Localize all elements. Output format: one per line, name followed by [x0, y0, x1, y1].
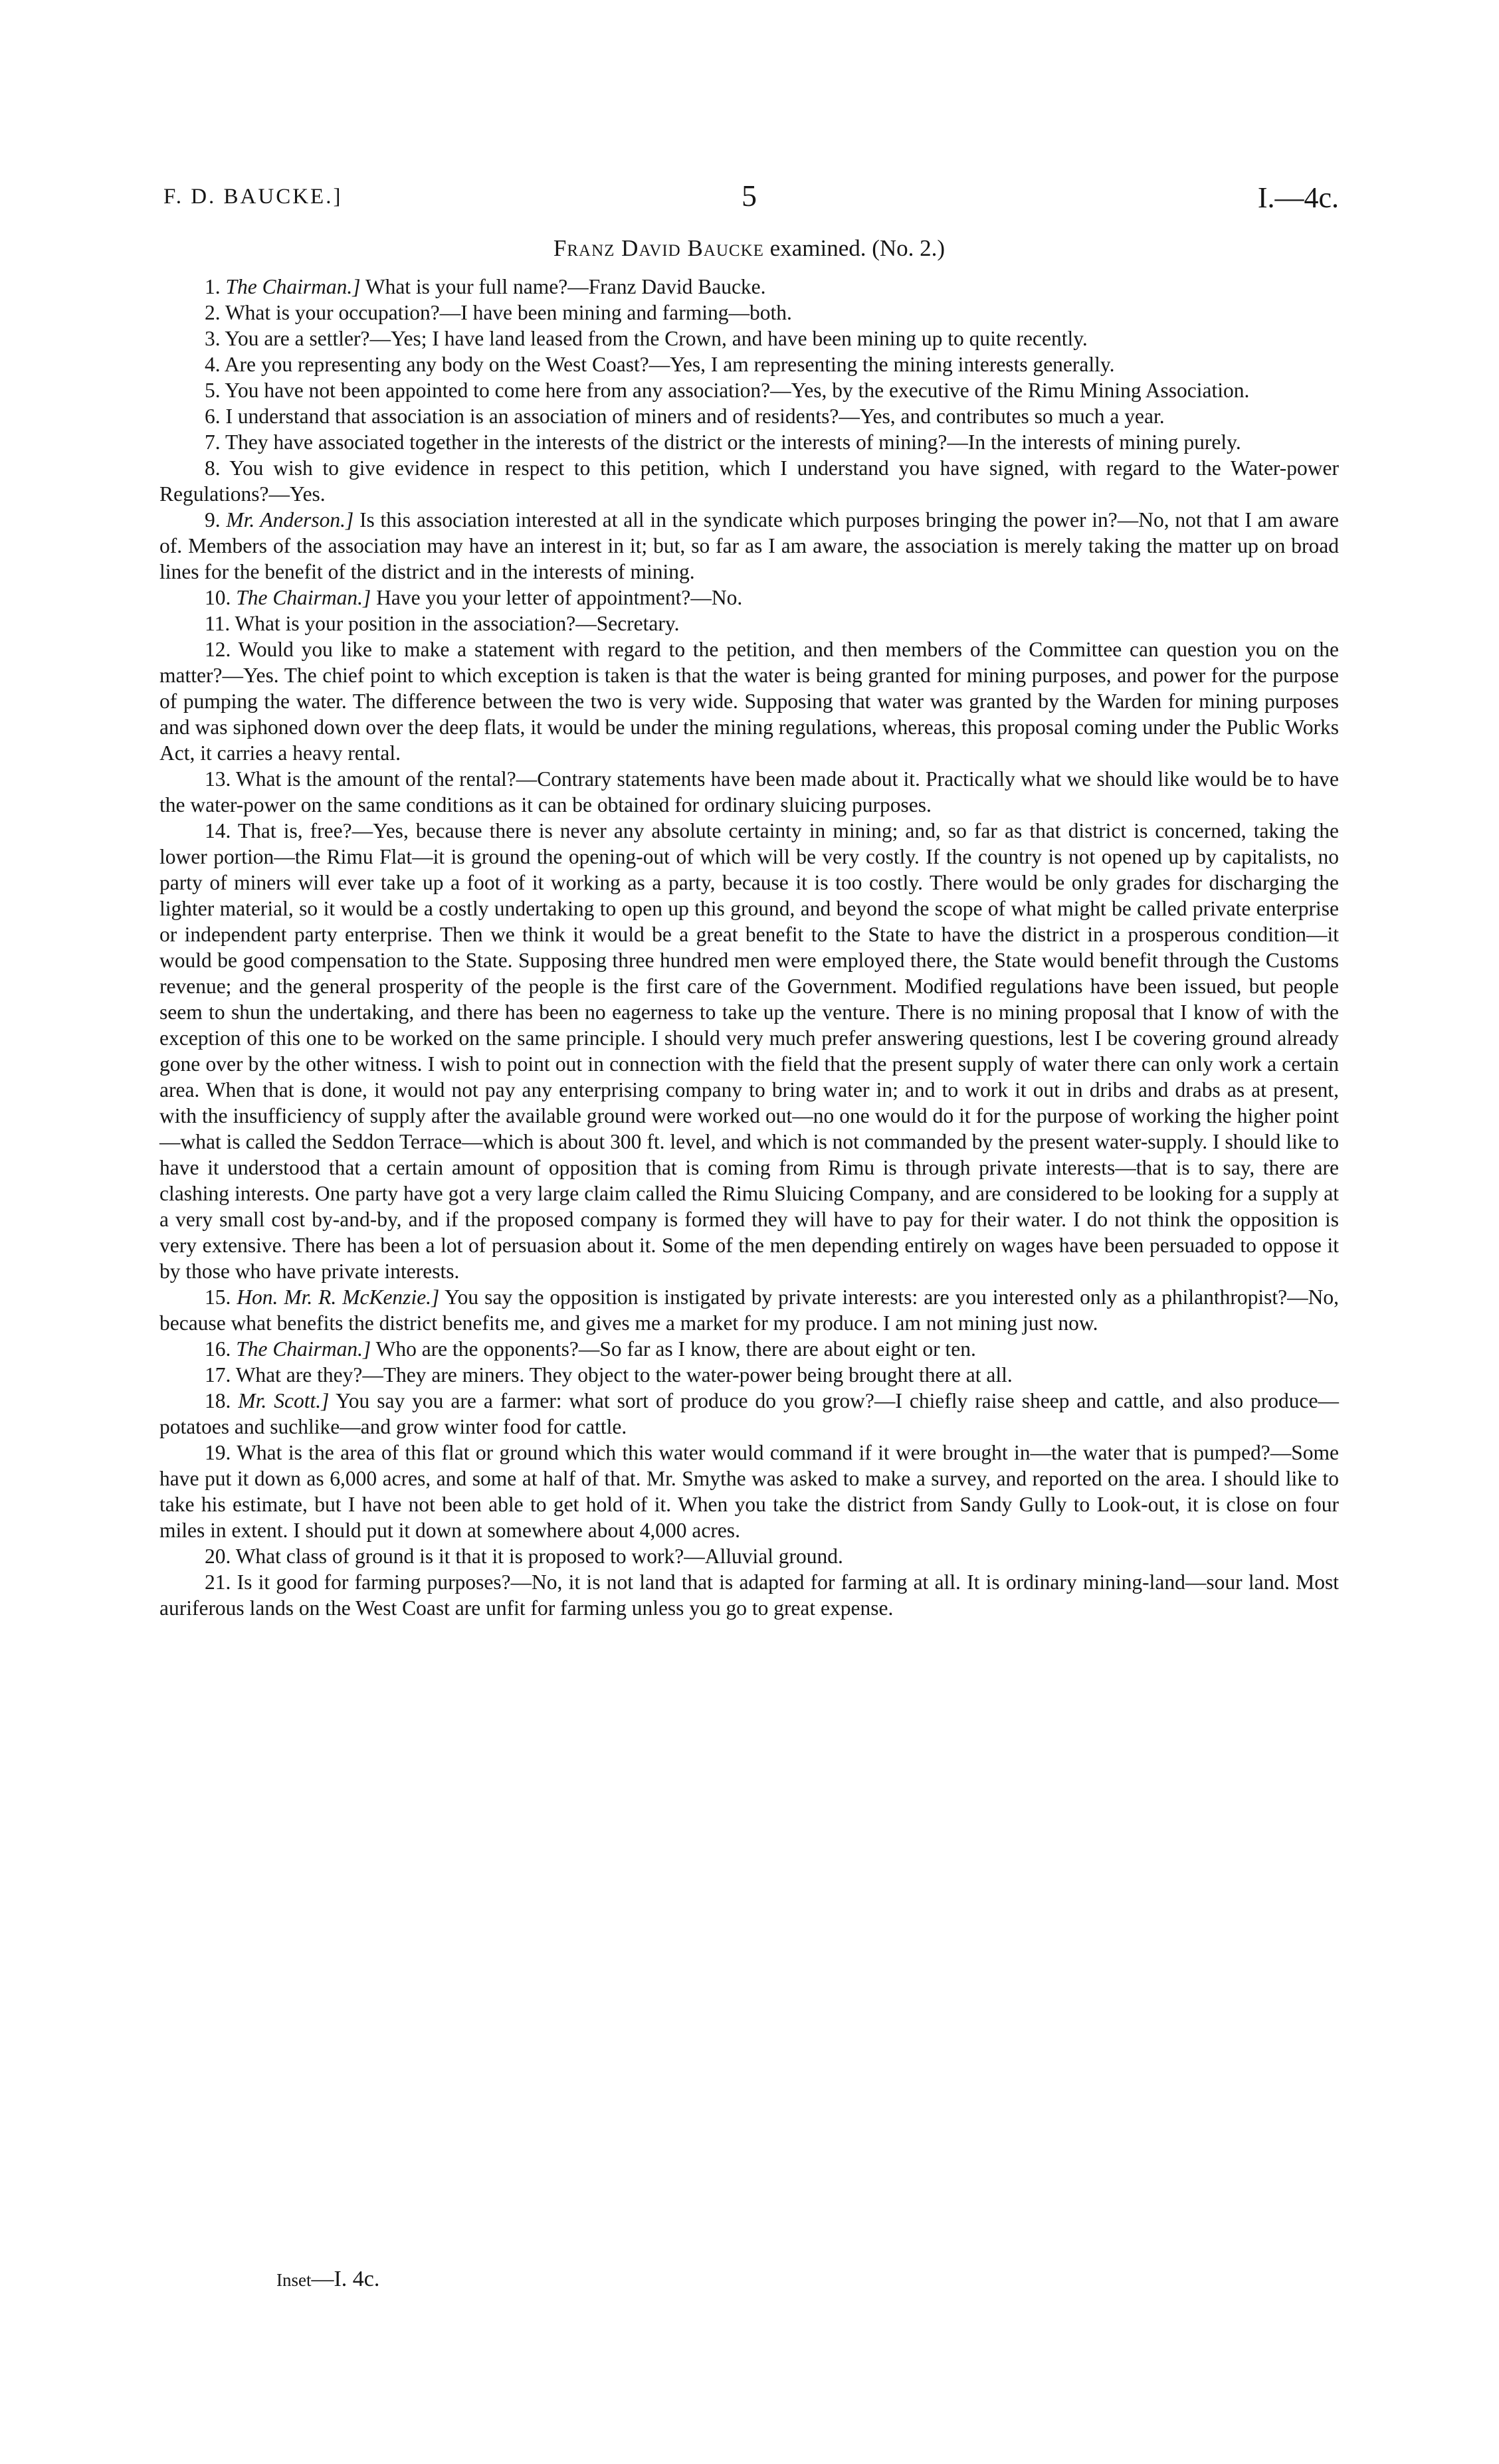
question-number: 4. [205, 353, 221, 376]
question-answer-text: Are you representing any body on the West Coast?—Yes, I am representing the mining interests generally. [224, 353, 1115, 376]
speaker-name: The Chairman.] [236, 1337, 371, 1361]
question-answer-text: Have you your letter of appointment?—No. [376, 586, 743, 609]
section-title [159, 235, 1339, 262]
testimony-paragraph [159, 818, 1339, 1284]
witness-name: Franz David Baucke [553, 235, 764, 261]
question-answer-text: You say you are a farmer: what sort of produce do you grow?—I chiefly raise sheep and cattle, and also produce—potatoes and suchlike—and grow winter food for cattle. [159, 1389, 1340, 1438]
witness-header: F. D. BAUCKE.] [163, 185, 343, 209]
question-number: 17. [205, 1363, 231, 1386]
question-number: 12. [205, 638, 231, 661]
question-number: 14. [205, 819, 231, 842]
testimony-paragraph [159, 429, 1339, 455]
question-answer-text: Who are the opponents?—So far as I know, there are about eight or ten. [375, 1337, 976, 1361]
question-number: 10. [205, 586, 231, 609]
testimony-paragraph [159, 403, 1339, 429]
question-answer-text: You wish to give evidence in respect to this petition, which I understand you have signed, with regard to the Water-power Regulations?—Yes. [159, 456, 1339, 506]
inset-reference: —I. 4c. [311, 2267, 380, 2291]
inset-label: Inset [276, 2270, 312, 2290]
examination-number: (No. 2.) [872, 235, 946, 261]
question-number: 20. [205, 1545, 231, 1568]
testimony-paragraph [159, 300, 1339, 326]
question-number: 6. [205, 405, 221, 428]
question-answer-text: What is your position in the association?—Secretary. [235, 612, 680, 635]
testimony-paragraph [159, 351, 1339, 377]
page-header [159, 178, 1339, 221]
testimony-paragraph [159, 1388, 1339, 1440]
question-answer-text: You have not been appointed to come here from any association?—Yes, by the executive of the Rimu Mining Association. [225, 379, 1250, 402]
testimony-paragraph [159, 585, 1339, 611]
testimony-paragraph [159, 326, 1339, 351]
question-answer-text: Is this association interested at all in the syndicate which purposes bringing the power in?—No, not that I am aware of. Members of the association may have an interest in it; but, so far as I am aware, the association is merely taking the matter up on broad lines for the benefit of the district and in the interests of mining. [159, 508, 1340, 583]
testimony-paragraph [159, 507, 1339, 585]
question-answer-text: What is your occupation?—I have been mining and farming—both. [225, 301, 792, 324]
speaker-name: The Chairman.] [236, 586, 371, 609]
document-reference: I.—4c. [1257, 181, 1339, 214]
question-number: 5. [205, 379, 221, 402]
question-answer-text: What class of ground is it that it is proposed to work?—Alluvial ground. [235, 1545, 843, 1568]
testimony-paragraph [159, 636, 1339, 766]
testimony-paragraph [159, 611, 1339, 636]
question-number: 9. [205, 508, 221, 531]
question-answer-text: You say the opposition is instigated by private interests: are you interested only as a philanthropist?—No, because what benefits the district benefits me, and gives me a market for my produce. I am not mining just now. [159, 1285, 1339, 1335]
testimony-paragraph [159, 766, 1339, 818]
question-number: 18. [205, 1389, 231, 1412]
question-number: 21. [205, 1570, 231, 1594]
testimony-paragraph [159, 274, 1339, 300]
speaker-name: The Chairman.] [225, 275, 361, 298]
testimony-paragraph [159, 1284, 1339, 1336]
question-answer-text: They have associated together in the interests of the district or the interests of mining?—In the interests of mining purely. [225, 430, 1241, 454]
question-answer-text: Is it good for farming purposes?—No, it is not land that is adapted for farming at all. It is ordinary mining-land—sour land. Most auriferous lands on the West Coast are unfit for farming unless you go to great expense. [159, 1570, 1339, 1620]
question-number: 2. [205, 301, 221, 324]
speaker-name: Mr. Scott.] [238, 1389, 330, 1412]
question-answer-text: What are they?—They are miners. They object to the water-power being brought there at all. [235, 1363, 1013, 1386]
question-answer-text: You are a settler?—Yes; I have land leased from the Crown, and have been mining up to quite recently. [225, 327, 1088, 350]
question-number: 11. [205, 612, 231, 635]
question-number: 3. [205, 327, 221, 350]
question-number: 19. [205, 1441, 231, 1464]
testimony-paragraph [159, 1569, 1339, 1621]
testimony-paragraph [159, 1362, 1339, 1388]
question-answer-text: That is, free?—Yes, because there is never any absolute certainty in mining; and, so far as that district is concerned, taking the lower portion—the Rimu Flat—it is ground the opening-out of which will be very costly. If the country is not opened up by capitalists, no party of miners will ever take up a foot of it working as a party, because it is too costly. There would be only grades for discharging the lighter material, so it would be a costly undertaking to open up this ground, and beyond the scope of what might be called private enterprise or independent party enterprise. Then we think it would be a great benefit to the State to have the district in a prosperous condition—it would be good compensation to the State. Supposing three hundred men were employed there, the State would benefit through the Customs revenue; and the general prosperity of the people is the first care of the Government. Modified regulations have been issued, but people seem to shun the undertaking, and there has been no eagerness to take up the venture. There is no mining proposal that I know of with the exception of this one to be worked on the same principle. I should very much prefer answering questions, lest I be covering ground already gone over by the other witness. I wish to point out in connection with the field that the present supply of water there can only work a certain area. When that is done, it would not pay any enterprising company to bring water in; and to work it out in dribs and drabs as at present, with the insufficiency of supply after the available ground were worked out—no one would do it for the purpose of working the higher point—what is called the Seddon Terrace—which is about 300 ft. level, and which is not commanded by the present water-supply. I should like to have it understood that a certain amount of opposition that is coming from Rimu is through private interests—that is to say, there are clashing interests. One party have got a very large claim called the Rimu Sluicing Company, and are considered to be looking for a supply at a very small cost by-and-by, and if the proposed company is formed they will have to pay for their water. I do not think the opposition is very extensive. There has been a lot of persuasion about it. Some of the men depending entirely on wages have been persuaded to oppose it by those who have private interests. [159, 819, 1339, 1283]
inset-footer [276, 2267, 379, 2292]
testimony-body [159, 274, 1339, 1621]
testimony-paragraph [159, 455, 1339, 507]
question-number: 13. [205, 767, 231, 791]
question-answer-text: What is the amount of the rental?—Contrary statements have been made about it. Practically what we should like would be to have the water-power on the same conditions as it can be obtained for ordinary sluicing purposes. [159, 767, 1339, 816]
speaker-name: Mr. Anderson.] [226, 508, 354, 531]
testimony-paragraph [159, 1336, 1339, 1362]
question-number: 7. [205, 430, 221, 454]
question-answer-text: What is your full name?—Franz David Baucke. [365, 275, 766, 298]
speaker-name: Hon. Mr. R. McKenzie.] [237, 1285, 440, 1309]
question-answer-text: Would you like to make a statement with regard to the petition, and then members of the Committee can question you on the matter?—Yes. The chief point to which exception is taken is that the water is being granted for mining purposes, and power for the purpose of pumping the water. The difference between the two is very wide. Supposing that water was granted by the Warden for mining purposes and was siphoned down over the deep flats, it would be under the mining regulations, whereas, this proposal coming under the Public Works Act, it carries a heavy rental. [159, 638, 1339, 765]
question-answer-text: What is the area of this flat or ground which this water would command if it were brought in—the water that is pumped?—Some have put it down as 6,000 acres, and some at half of that. Mr. Smythe was asked to make a survey, and reported on the area. I should like to take his estimate, but I have not been able to get hold of it. When you take the district from Sandy Gully to Look-out, it is close on four miles in extent. I should put it down at somewhere about 4,000 acres. [159, 1441, 1339, 1542]
question-number: 8. [205, 456, 221, 480]
question-number: 1. [205, 275, 221, 298]
testimony-paragraph [159, 1543, 1339, 1569]
testimony-paragraph [159, 377, 1339, 403]
question-answer-text: I understand that association is an association of miners and of residents?—Yes, and contributes so much a year. [225, 405, 1165, 428]
question-number: 15. [205, 1285, 231, 1309]
document-page [159, 0, 1339, 2464]
testimony-paragraph [159, 1440, 1339, 1543]
title-suffix: examined. [769, 235, 866, 261]
page-number: 5 [742, 179, 757, 213]
question-number: 16. [205, 1337, 231, 1361]
